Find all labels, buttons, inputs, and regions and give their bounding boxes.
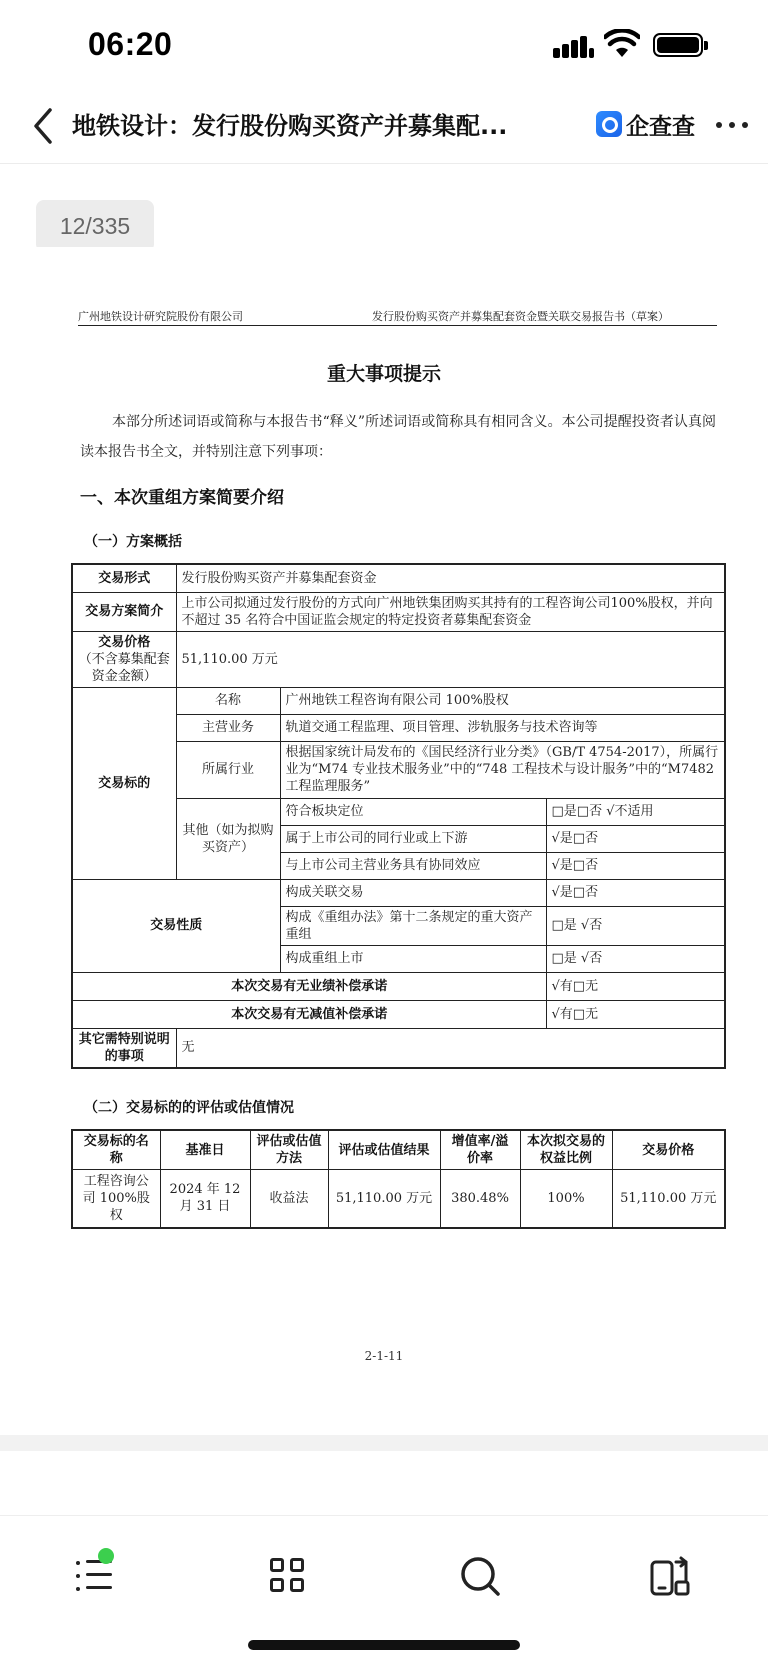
wifi-icon [604,29,640,59]
table-cell: √有□无 [546,972,725,1000]
table-cell: 51,110.00 万元 [328,1170,440,1228]
doc-title: 重大事项提示 [326,363,441,385]
table-cell: □是 √否 [546,906,725,945]
table-cell: 与上市公司主营业务具有协同效应 [280,852,546,879]
table-cell: 根据国家统计局发布的《国民经济行业分类》（GB/T 4754-2017），所属行业为“M74 专业技术服务业”中的“748 工程技术与设计服务”中的“M7482 工程监理服务” [280,741,725,798]
thumbnail-grid-icon[interactable] [266,1554,310,1598]
status-time: 06:20 [88,26,173,62]
table-cell: 收益法 [250,1170,328,1228]
table-cell: 轨道交通工程监理、项目管理、涉轨服务与技术咨询等 [280,714,725,741]
table-cell: √是□否 [546,879,725,906]
table-cell: 51,110.00 万元 [176,631,725,687]
table-row [72,1000,725,1028]
home-indicator [248,1640,520,1650]
table-cell: √是□否 [546,852,725,879]
plan-summary-table [71,563,726,1069]
table-row [72,972,725,1000]
page-number: 2-1-11 [364,1349,404,1363]
table-row [72,879,725,906]
page-divider [0,1435,768,1451]
valuation-table [71,1129,726,1229]
table-cell: 发行股份购买资产并募集配套资金 [176,564,725,592]
table-cell: 100% [520,1170,612,1228]
doc-header-report-title: 发行股份购买资产并募集配套资金暨关联交易报告书（草案） [372,310,669,323]
header-divider [78,325,717,326]
table-row [72,687,725,714]
page-indicator: 12/335 [36,200,154,252]
table-label: 交易方案简介 [72,592,176,631]
table-header: 交易价格 [612,1130,725,1170]
table-header: 交易标的名称 [72,1130,160,1170]
table-cell: 380.48% [440,1170,520,1228]
table-cell: √是□否 [546,825,725,852]
back-chevron-icon[interactable] [28,106,58,146]
table-label: 本次交易有无减值补偿承诺 [72,1000,546,1028]
table-header: 增值率/溢价率 [440,1130,520,1170]
section-heading: 一、本次重组方案简要介绍 [80,488,284,508]
nav-bar [0,88,768,164]
table-row [72,564,725,592]
table-cell: □是 √否 [546,945,725,972]
table-header-row [72,1130,725,1170]
cellular-signal-icon [553,32,595,58]
price-label-note: （不含募集配套资金金额） [78,651,170,684]
search-icon[interactable] [458,1554,502,1598]
more-options-icon[interactable] [716,122,750,130]
brand-link[interactable] [596,108,695,140]
price-label: 交易价格 [98,634,151,650]
table-label: 名称 [176,687,280,714]
table-cell: 2024 年 12 月 31 日 [160,1170,250,1228]
table-cell: □是□否 √不适用 [546,798,725,825]
table-header: 评估或估值方法 [250,1130,328,1170]
table-cell: 无 [176,1028,725,1068]
brand-name: 企查查 [626,113,695,140]
table-label: 交易形式 [72,564,176,592]
table-cell: 广州地铁工程咨询有限公司 100%股权 [280,687,725,714]
document-page [0,247,768,1435]
table-label [72,631,176,687]
table-row [72,631,725,687]
qichacha-logo-icon [596,111,622,137]
subsection-heading: （一）方案概括 [84,534,182,550]
table-cell: 符合板块定位 [280,798,546,825]
table-header: 本次拟交易的权益比例 [520,1130,612,1170]
table-cell: 51,110.00 万元 [612,1170,725,1228]
table-cell: 上市公司拟通过发行股份的方式向广州地铁集团购买其持有的工程咨询公司100%股权，并向不超过 35 名符合中国证监会规定的特定投资者募集配套资金 [176,592,725,631]
table-cell: 属于上市公司的同行业或上下游 [280,825,546,852]
table-cell: 构成重组上市 [280,945,546,972]
table-label: 所属行业 [176,741,280,798]
status-bar [0,0,768,88]
battery-icon [653,33,709,57]
table-header: 评估或估值结果 [328,1130,440,1170]
table-cell: 构成关联交易 [280,879,546,906]
table-cell: √有□无 [546,1000,725,1028]
table-cell: 构成《重组办法》第十二条规定的重大资产重组 [280,906,546,945]
table-label: 本次交易有无业绩补偿承诺 [72,972,546,1000]
switch-orientation-icon[interactable] [648,1554,692,1598]
table-label: 其它需特别说明的事项 [72,1028,176,1068]
doc-intro-paragraph: 本部分所述词语或简称与本报告书“释义”所述词语或简称具有相同含义。本公司提醒投资者认真阅读本报告书全文，并特别注意下列事项： [80,414,716,460]
doc-header-company: 广州地铁设计研究院股份有限公司 [78,310,243,323]
table-label: 主营业务 [176,714,280,741]
subsection-heading: （二）交易标的的评估或估值情况 [84,1100,294,1116]
table-row [72,592,725,631]
table-label: 其他（如为拟购买资产） [176,798,280,879]
table-cell: 工程咨询公司 100%股权 [72,1170,160,1228]
table-label: 交易性质 [72,879,280,972]
table-row [72,1028,725,1068]
notification-dot-icon [98,1548,114,1564]
table-header: 基准日 [160,1130,250,1170]
table-row [72,1170,725,1228]
table-of-contents-icon[interactable] [76,1554,120,1598]
table-label: 交易标的 [72,687,176,879]
page-title: 地铁设计：发行股份购买资产并募集配... [72,112,508,140]
